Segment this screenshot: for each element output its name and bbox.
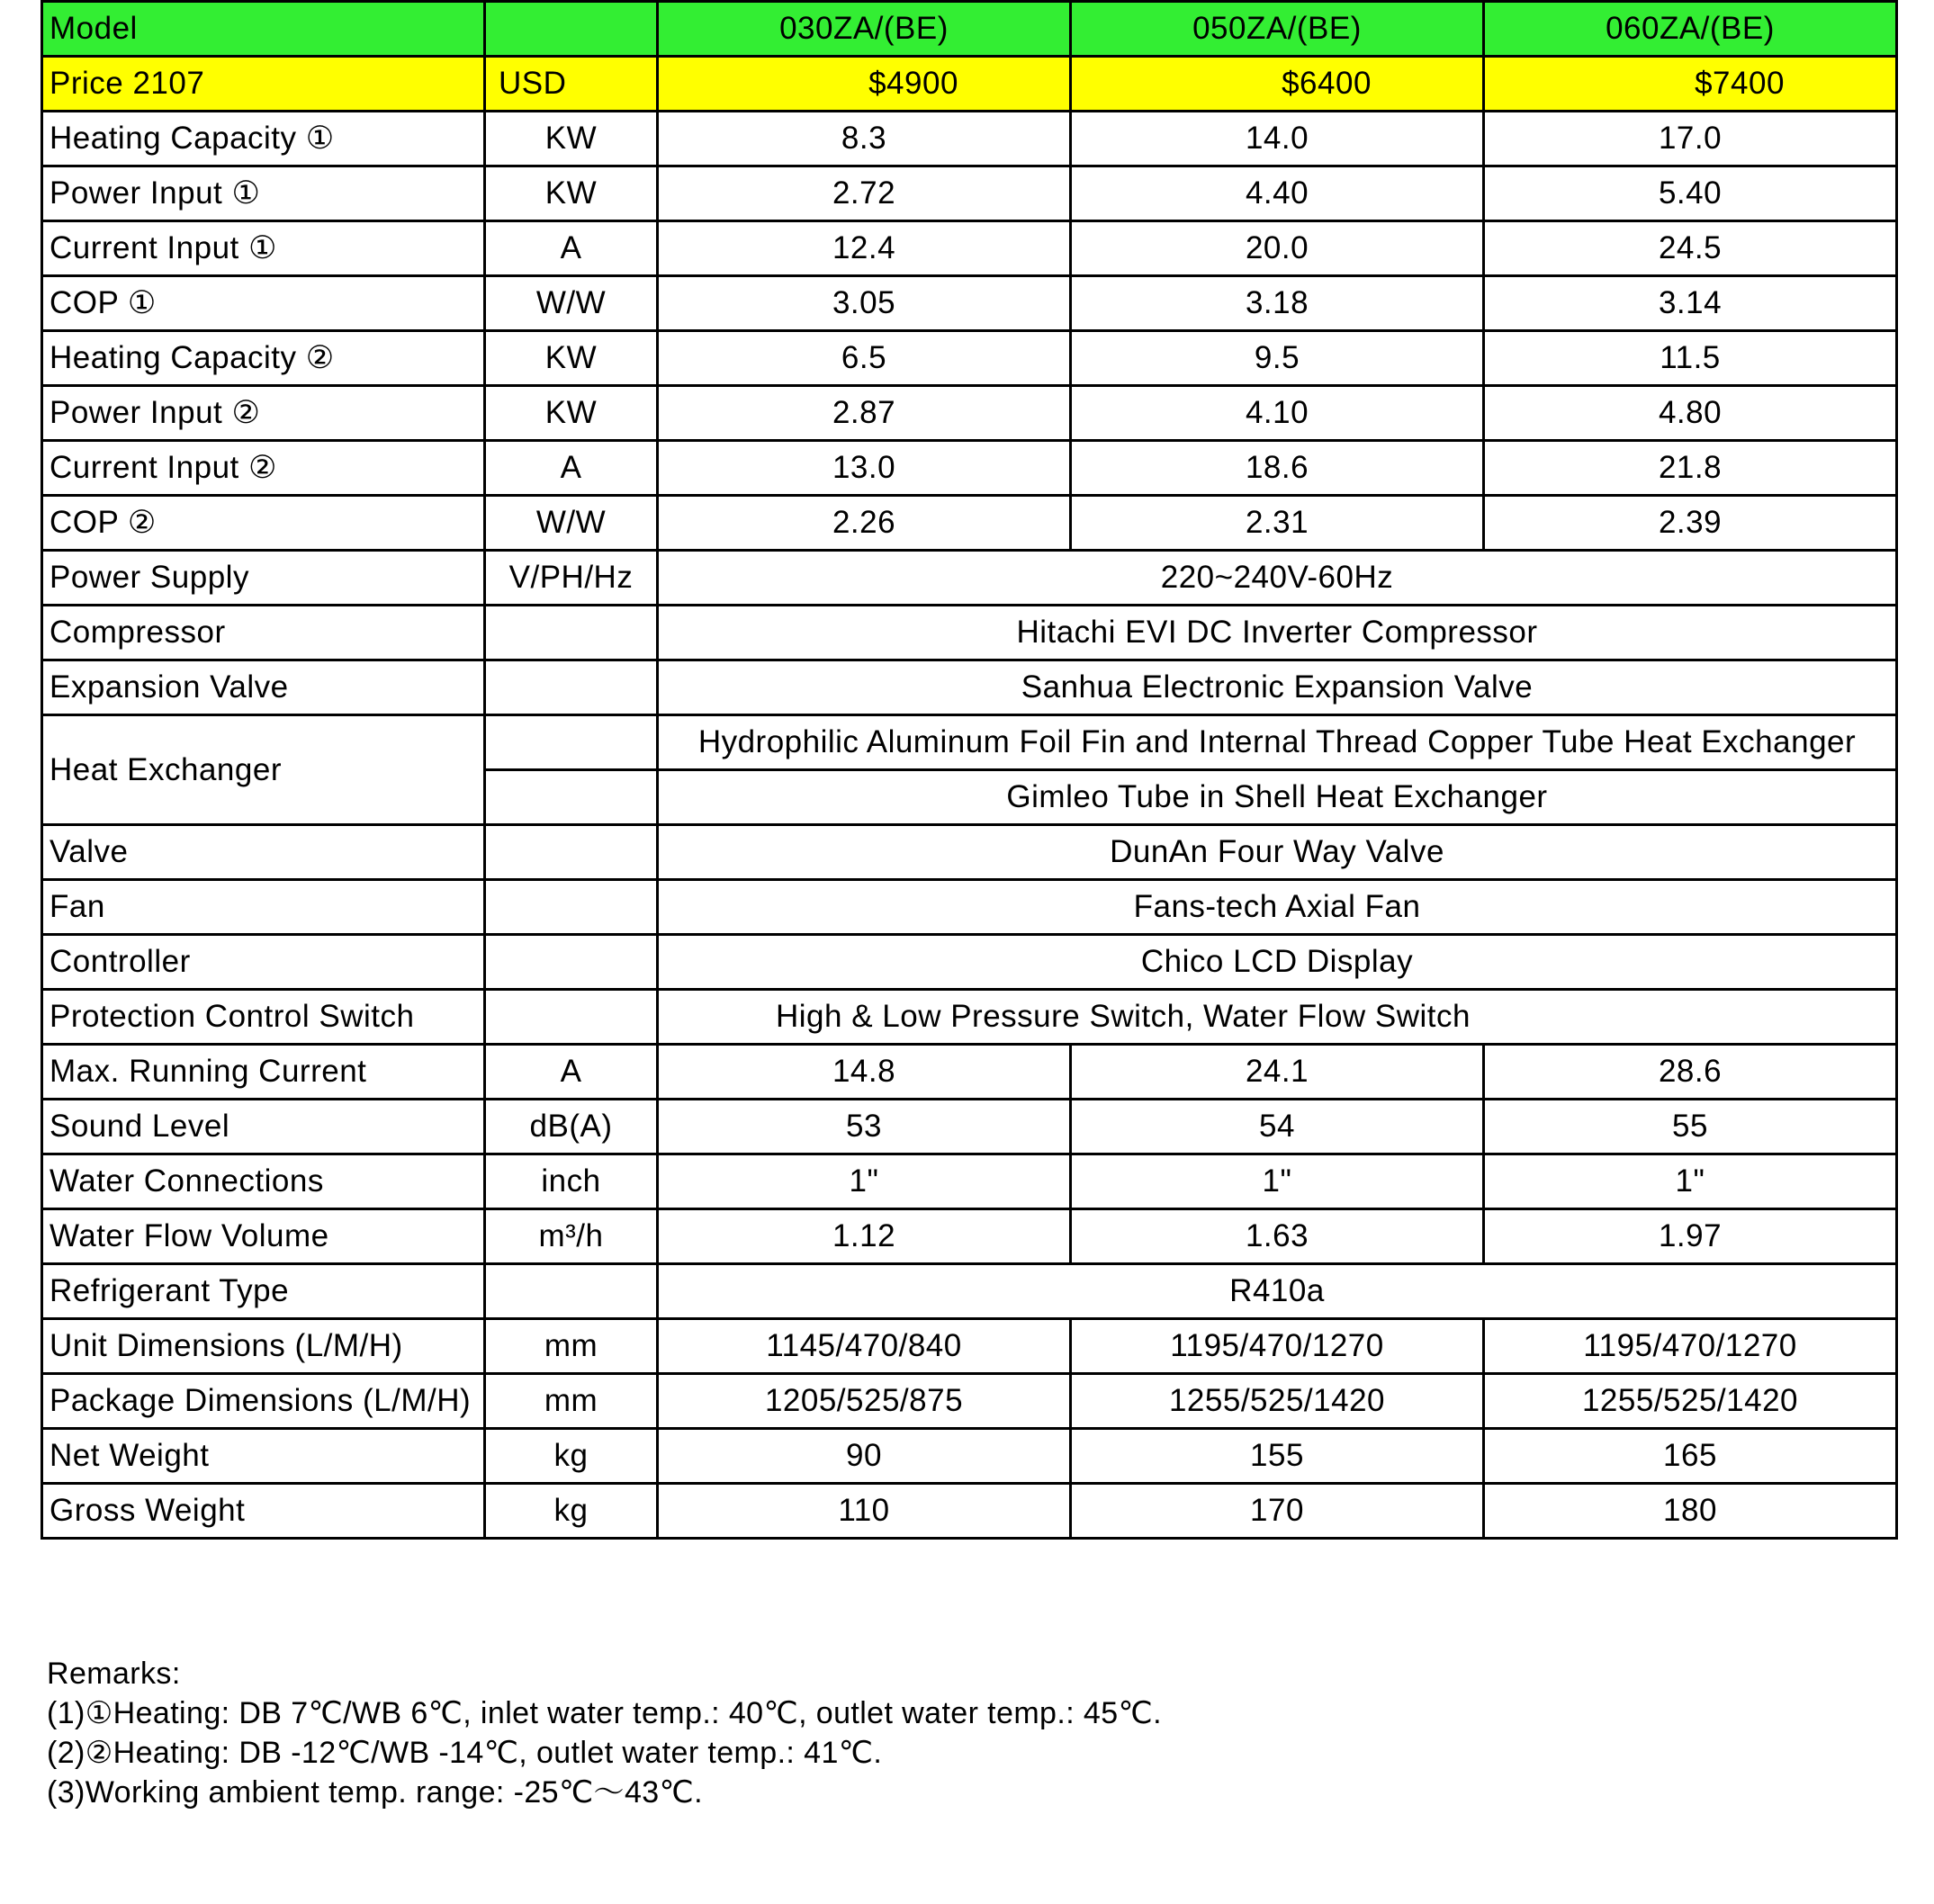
row-label: Heating Capacity ② bbox=[42, 331, 485, 386]
cell-value: Hydrophilic Aluminum Foil Fin and Internal Thread Copper Tube Heat Exchanger bbox=[658, 715, 1897, 770]
table-row bbox=[42, 660, 1897, 715]
price-row bbox=[42, 57, 1897, 112]
cell-value: 2.39 bbox=[1484, 496, 1897, 551]
cell-value: 24.5 bbox=[1484, 221, 1897, 276]
cell-value: 1.97 bbox=[1484, 1209, 1897, 1264]
row-unit: KW bbox=[485, 166, 658, 221]
row-label: Heat Exchanger bbox=[42, 715, 485, 825]
row-label: Net Weight bbox=[42, 1429, 485, 1484]
table-row bbox=[42, 825, 1897, 880]
cell-value: 1205/525/875 bbox=[658, 1374, 1071, 1429]
cell-value: 3.05 bbox=[658, 276, 1071, 331]
row-unit: kg bbox=[485, 1429, 658, 1484]
remark-line: (3)Working ambient temp. range: -25℃～43℃. bbox=[47, 1775, 703, 1810]
price-unit: USD bbox=[485, 57, 658, 112]
cell-value: 6.5 bbox=[658, 331, 1071, 386]
row-label: Unit Dimensions (L/M/H) bbox=[42, 1319, 485, 1374]
row-unit bbox=[485, 825, 658, 880]
cell-value: 53 bbox=[658, 1100, 1071, 1154]
row-label: Heating Capacity ① bbox=[42, 112, 485, 166]
cell-value: 1255/525/1420 bbox=[1484, 1374, 1897, 1429]
table-row bbox=[42, 386, 1897, 441]
model-name: 030ZA/(BE) bbox=[658, 2, 1071, 57]
table-row bbox=[42, 166, 1897, 221]
model-header-row bbox=[42, 2, 1897, 57]
table-row bbox=[42, 1429, 1897, 1484]
row-unit: m³/h bbox=[485, 1209, 658, 1264]
remarks bbox=[47, 1654, 1162, 1812]
row-unit bbox=[485, 660, 658, 715]
row-label: Fan bbox=[42, 880, 485, 935]
cell-value: 13.0 bbox=[658, 441, 1071, 496]
table-row bbox=[42, 276, 1897, 331]
row-unit: KW bbox=[485, 331, 658, 386]
header-unit bbox=[485, 2, 658, 57]
row-unit: inch bbox=[485, 1154, 658, 1209]
row-label: Refrigerant Type bbox=[42, 1264, 485, 1319]
row-label: Package Dimensions (L/M/H) bbox=[42, 1374, 485, 1429]
row-unit: mm bbox=[485, 1374, 658, 1429]
table-row bbox=[42, 496, 1897, 551]
row-unit: KW bbox=[485, 112, 658, 166]
row-unit: kg bbox=[485, 1484, 658, 1539]
cell-value: 170 bbox=[1071, 1484, 1484, 1539]
cell-value: 17.0 bbox=[1484, 112, 1897, 166]
table-row bbox=[42, 551, 1897, 606]
cell-value: R410a bbox=[658, 1264, 1897, 1319]
price-value: $6400 bbox=[1071, 57, 1484, 112]
cell-value: Hitachi EVI DC Inverter Compressor bbox=[658, 606, 1897, 660]
cell-value: 1" bbox=[658, 1154, 1071, 1209]
cell-value: 21.8 bbox=[1484, 441, 1897, 496]
cell-value: Chico LCD Display bbox=[658, 935, 1897, 990]
row-label: Controller bbox=[42, 935, 485, 990]
spec-table bbox=[40, 0, 1898, 1540]
cell-value: 4.40 bbox=[1071, 166, 1484, 221]
cell-value: 90 bbox=[658, 1429, 1071, 1484]
remarks-title: Remarks: bbox=[47, 1657, 181, 1691]
row-label: Sound Level bbox=[42, 1100, 485, 1154]
table-row bbox=[42, 1319, 1897, 1374]
cell-value: 1" bbox=[1071, 1154, 1484, 1209]
remark-line: (1)①Heating: DB 7℃/WB 6℃, inlet water temp.: 40℃, outlet water temp.: 45℃. bbox=[47, 1696, 1162, 1730]
row-unit: A bbox=[485, 221, 658, 276]
row-unit bbox=[485, 880, 658, 935]
cell-value: 155 bbox=[1071, 1429, 1484, 1484]
table-row bbox=[42, 990, 1897, 1045]
row-unit bbox=[485, 1264, 658, 1319]
row-label: Valve bbox=[42, 825, 485, 880]
cell-value: 14.8 bbox=[658, 1045, 1071, 1100]
remark-line: (2)②Heating: DB -12℃/WB -14℃, outlet water temp.: 41℃. bbox=[47, 1736, 883, 1770]
cell-value: 220~240V-60Hz bbox=[658, 551, 1897, 606]
row-label: Water Connections bbox=[42, 1154, 485, 1209]
row-label: Compressor bbox=[42, 606, 485, 660]
row-unit bbox=[485, 990, 658, 1045]
row-unit bbox=[485, 715, 658, 770]
cell-value: 3.18 bbox=[1071, 276, 1484, 331]
row-label: Power Input ① bbox=[42, 166, 485, 221]
table-row bbox=[42, 1374, 1897, 1429]
header-label: Model bbox=[42, 2, 485, 57]
row-label: Current Input ② bbox=[42, 441, 485, 496]
cell-value: 2.72 bbox=[658, 166, 1071, 221]
table-row bbox=[42, 606, 1897, 660]
cell-value: 165 bbox=[1484, 1429, 1897, 1484]
row-label: Power Supply bbox=[42, 551, 485, 606]
table-row bbox=[42, 1264, 1897, 1319]
cell-value: 5.40 bbox=[1484, 166, 1897, 221]
cell-value: 18.6 bbox=[1071, 441, 1484, 496]
row-unit bbox=[485, 770, 658, 825]
table-row bbox=[42, 1484, 1897, 1539]
cell-value: 4.10 bbox=[1071, 386, 1484, 441]
row-label: Max. Running Current bbox=[42, 1045, 485, 1100]
table-row bbox=[42, 112, 1897, 166]
row-unit: KW bbox=[485, 386, 658, 441]
row-unit bbox=[485, 606, 658, 660]
cell-value: 110 bbox=[658, 1484, 1071, 1539]
cell-value: 28.6 bbox=[1484, 1045, 1897, 1100]
row-unit: A bbox=[485, 1045, 658, 1100]
table-row bbox=[42, 331, 1897, 386]
cell-value: 24.1 bbox=[1071, 1045, 1484, 1100]
price-value: $4900 bbox=[658, 57, 1071, 112]
table-row bbox=[42, 441, 1897, 496]
row-label: Water Flow Volume bbox=[42, 1209, 485, 1264]
cell-value: 2.31 bbox=[1071, 496, 1484, 551]
table-row bbox=[42, 1100, 1897, 1154]
price-value: $7400 bbox=[1484, 57, 1897, 112]
cell-value: 55 bbox=[1484, 1100, 1897, 1154]
row-unit: mm bbox=[485, 1319, 658, 1374]
cell-value: 1.63 bbox=[1071, 1209, 1484, 1264]
table-row bbox=[42, 935, 1897, 990]
cell-value: 8.3 bbox=[658, 112, 1071, 166]
row-unit: V/PH/Hz bbox=[485, 551, 658, 606]
cell-value: 1195/470/1270 bbox=[1484, 1319, 1897, 1374]
cell-value: Gimleo Tube in Shell Heat Exchanger bbox=[658, 770, 1897, 825]
cell-value: 4.80 bbox=[1484, 386, 1897, 441]
cell-value: 9.5 bbox=[1071, 331, 1484, 386]
cell-value: Sanhua Electronic Expansion Valve bbox=[658, 660, 1897, 715]
cell-value: 14.0 bbox=[1071, 112, 1484, 166]
model-name: 050ZA/(BE) bbox=[1071, 2, 1484, 57]
cell-value: 1" bbox=[1484, 1154, 1897, 1209]
row-label: COP ① bbox=[42, 276, 485, 331]
cell-value: 2.26 bbox=[658, 496, 1071, 551]
cell-value: DunAn Four Way Valve bbox=[658, 825, 1897, 880]
row-label: Expansion Valve bbox=[42, 660, 485, 715]
row-unit: W/W bbox=[485, 276, 658, 331]
row-label: Power Input ② bbox=[42, 386, 485, 441]
table-row bbox=[42, 1209, 1897, 1264]
cell-value: 3.14 bbox=[1484, 276, 1897, 331]
row-label: COP ② bbox=[42, 496, 485, 551]
row-label: Protection Control Switch bbox=[42, 990, 485, 1045]
cell-value: 1145/470/840 bbox=[658, 1319, 1071, 1374]
row-unit: A bbox=[485, 441, 658, 496]
cell-value: 1195/470/1270 bbox=[1071, 1319, 1484, 1374]
row-label: Current Input ① bbox=[42, 221, 485, 276]
cell-value: High & Low Pressure Switch, Water Flow Switch bbox=[658, 990, 1897, 1045]
cell-value: 20.0 bbox=[1071, 221, 1484, 276]
table-row bbox=[42, 1154, 1897, 1209]
cell-value: 2.87 bbox=[658, 386, 1071, 441]
cell-value: 11.5 bbox=[1484, 331, 1897, 386]
cell-value: 1255/525/1420 bbox=[1071, 1374, 1484, 1429]
price-label: Price 2107 bbox=[42, 57, 485, 112]
table-row bbox=[42, 880, 1897, 935]
model-name: 060ZA/(BE) bbox=[1484, 2, 1897, 57]
row-unit: W/W bbox=[485, 496, 658, 551]
table-row bbox=[42, 221, 1897, 276]
cell-value: 12.4 bbox=[658, 221, 1071, 276]
cell-value: Fans-tech Axial Fan bbox=[658, 880, 1897, 935]
cell-value: 54 bbox=[1071, 1100, 1484, 1154]
cell-value: 180 bbox=[1484, 1484, 1897, 1539]
row-unit: dB(A) bbox=[485, 1100, 658, 1154]
table-row bbox=[42, 715, 1897, 770]
cell-value: 1.12 bbox=[658, 1209, 1071, 1264]
table-row bbox=[42, 1045, 1897, 1100]
row-label: Gross Weight bbox=[42, 1484, 485, 1539]
row-unit bbox=[485, 935, 658, 990]
